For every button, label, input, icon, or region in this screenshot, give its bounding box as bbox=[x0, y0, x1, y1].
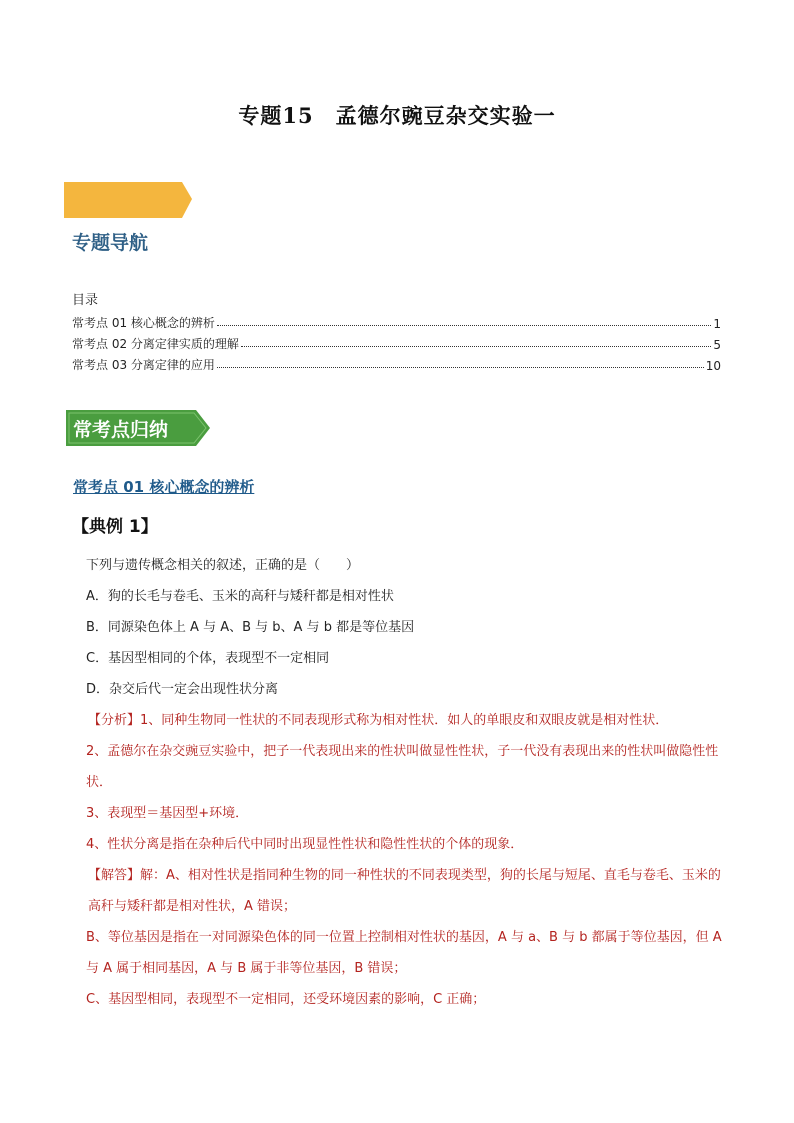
question-stem: 下列与遗传概念相关的叙述，正确的是（ ） bbox=[86, 558, 360, 573]
answer-line-c: C、基因型相同，表现型不一定相同，还受环境因素的影响，C 正确； bbox=[86, 992, 486, 1007]
toc-entry-02[interactable] bbox=[72, 331, 721, 352]
toc-entry-text: 常考点 02 分离定律实质的理解 bbox=[72, 337, 239, 351]
key-points-badge bbox=[66, 410, 211, 446]
orange-banner-shape bbox=[64, 180, 194, 220]
answer-tag: 【解答】 bbox=[88, 868, 141, 883]
toc-entry-text: 常考点 01 核心概念的辨析 bbox=[72, 316, 215, 330]
option-c: C．基因型相同的个体，表现型不一定相同 bbox=[86, 651, 330, 666]
document-title: 专题15 孟德尔豌豆杂交实验一 bbox=[238, 103, 556, 128]
topic-navigation-heading: 专题导航 bbox=[72, 232, 149, 254]
option-b: B．同源染色体上 A 与 A、B 与 b、A 与 b 都是等位基因 bbox=[86, 620, 415, 635]
table-of-contents bbox=[72, 310, 721, 373]
answer-text-a: 解：A、相对性状是指同种生物的同一种性状的不同表现类型，狗的长尾与短尾、直毛与卷毛、玉米的高秆与矮秆都是相对性状，A 错误； bbox=[88, 868, 721, 914]
toc-leader-dots bbox=[217, 325, 711, 326]
option-a: A．狗的长毛与卷毛、玉米的高秆与矮秆都是相对性状 bbox=[86, 589, 394, 604]
analysis-line-3: 3、表现型＝基因型+环境． bbox=[86, 806, 249, 821]
toc-label: 目录 bbox=[72, 293, 99, 308]
toc-page-number: 10 bbox=[705, 359, 721, 373]
toc-entry-01[interactable] bbox=[72, 310, 721, 331]
toc-entry-text: 常考点 03 分离定律的应用 bbox=[72, 358, 215, 372]
analysis-line-2: 2、孟德尔在杂交豌豆实验中，把子一代表现出来的性状叫做显性性状，子一代没有表现出来的性状叫做隐性性状． bbox=[86, 744, 719, 790]
example-label: 【典例 1】 bbox=[72, 517, 158, 537]
analysis-line-4: 4、性状分离是指在杂种后代中同时出现显性性状和隐性性状的个体的现象． bbox=[86, 837, 524, 852]
analysis-text-1: 1、同种生物同一性状的不同表现形式称为相对性状．如人的单眼皮和双眼皮就是相对性状． bbox=[140, 713, 669, 728]
analysis-line-1 bbox=[88, 705, 728, 736]
toc-entry-03[interactable] bbox=[72, 352, 721, 373]
answer-line-a bbox=[88, 860, 728, 922]
toc-leader-dots bbox=[241, 346, 711, 347]
badge-label: 常考点归纳 bbox=[73, 419, 169, 441]
option-d: D．杂交后代一定会出现性状分离 bbox=[86, 682, 279, 697]
section-heading-link[interactable]: 常考点 01 核心概念的辨析 bbox=[73, 478, 255, 496]
toc-page-number: 1 bbox=[713, 317, 721, 331]
toc-page-number: 5 bbox=[713, 338, 721, 352]
analysis-tag: 【分析】 bbox=[88, 713, 141, 728]
toc-leader-dots bbox=[217, 367, 704, 368]
answer-line-b: B、等位基因是指在一对同源染色体的同一位置上控制相对性状的基因，A 与 a、B 与 b 都属于等位基因，但 A 与 A 属于相同基因，A 与 B 属于非等位基因，B 错误； bbox=[86, 930, 722, 976]
